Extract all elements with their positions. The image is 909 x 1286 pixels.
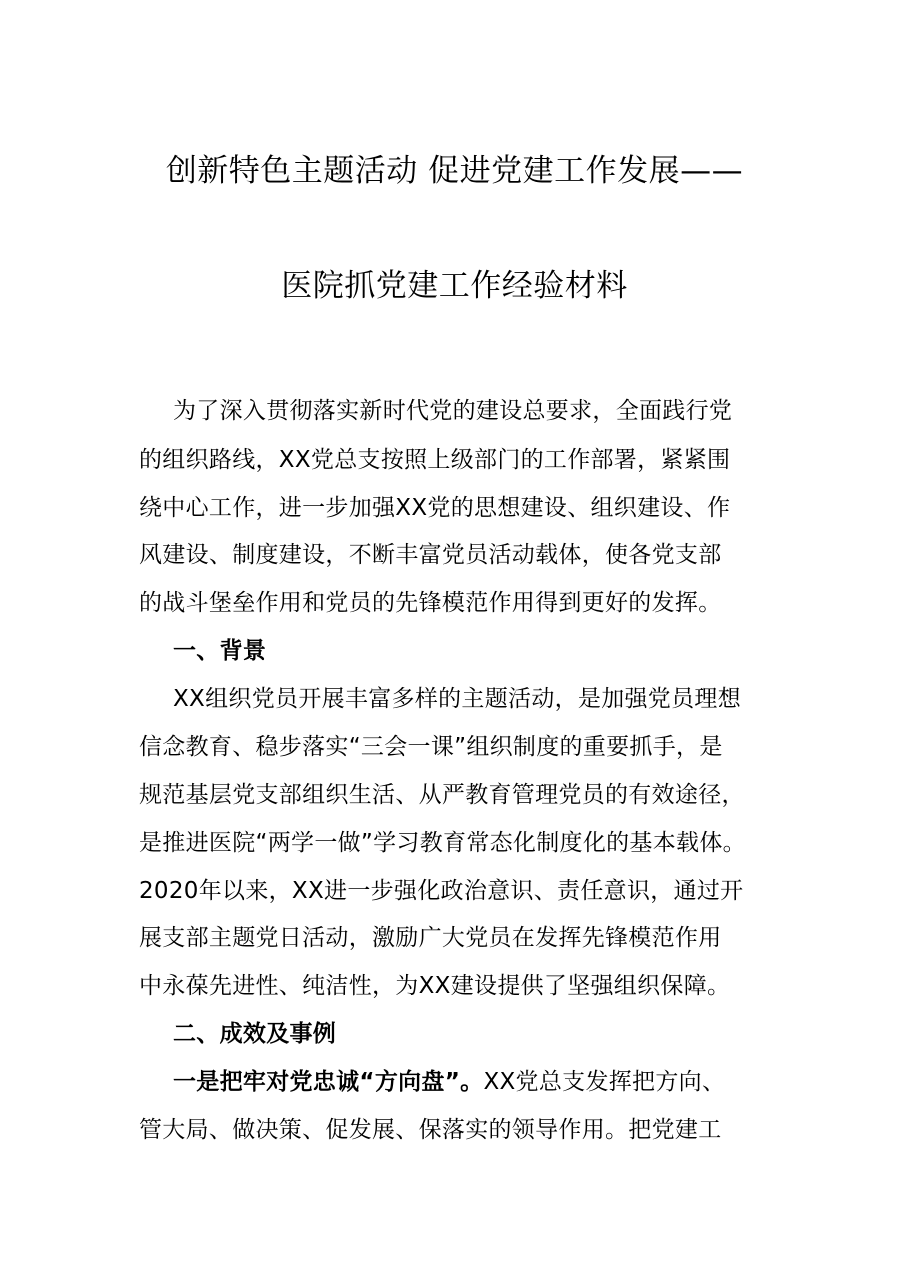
paragraph-1-line-5: 的战斗堡垒作用和党员的先锋模范作用得到更好的发挥。	[139, 590, 722, 616]
paragraph-1-line-1: 为了深入贯彻落实新时代党的建设总要求，全面践行党	[173, 398, 733, 424]
paragraph-2-line-3: 规范基层党支部组织生活、从严教育管理党员的有效途径，	[139, 782, 745, 808]
paragraph-3-line-1	[173, 1067, 725, 1097]
paragraph-3-line-1-text: XX党总支发挥把方向、	[483, 1069, 726, 1095]
document-title-line-1: 创新特色主题活动 促进党建工作发展——	[165, 153, 744, 189]
paragraph-2-line-4: 是推进医院“两学一做”学习教育常态化制度化的基本载体。	[139, 830, 746, 856]
paragraph-2-line-6: 展支部主题党日活动，激励广大党员在发挥先锋模范作用	[139, 925, 722, 951]
paragraph-3-line-2: 管大局、做决策、促发展、保落实的领导作用。把党建工	[139, 1117, 722, 1143]
paragraph-2-line-1: XX组织党员开展丰富多样的主题活动，是加强党员理想	[173, 686, 742, 712]
paragraph-2-line-2: 信念教育、稳步落实“三会一课”组织制度的重要抓手，是	[139, 734, 723, 760]
paragraph-2-line-5: 2020年以来，XX进一步强化政治意识、责任意识，通过开	[139, 878, 744, 904]
subheading-loyalty: 一是把牢对党忠诚“方向盘”。	[173, 1069, 484, 1095]
paragraph-1-line-3: 绕中心工作，进一步加强XX党的思想建设、组织建设、作	[139, 495, 731, 521]
section-heading-background: 一、背景	[173, 638, 267, 664]
section-heading-results: 二、成效及事例	[173, 1021, 337, 1047]
paragraph-2-line-7: 中永葆先进性、纯洁性，为XX建设提供了坚强组织保障。	[139, 973, 731, 999]
paragraph-1-line-4: 风建设、制度建设，不断丰富党员活动载体，使各党支部	[139, 542, 722, 568]
paragraph-1-line-2: 的组织路线，XX党总支按照上级部门的工作部署，紧紧围	[139, 447, 731, 473]
document-title-line-2: 医院抓党建工作经验材料	[281, 268, 628, 304]
